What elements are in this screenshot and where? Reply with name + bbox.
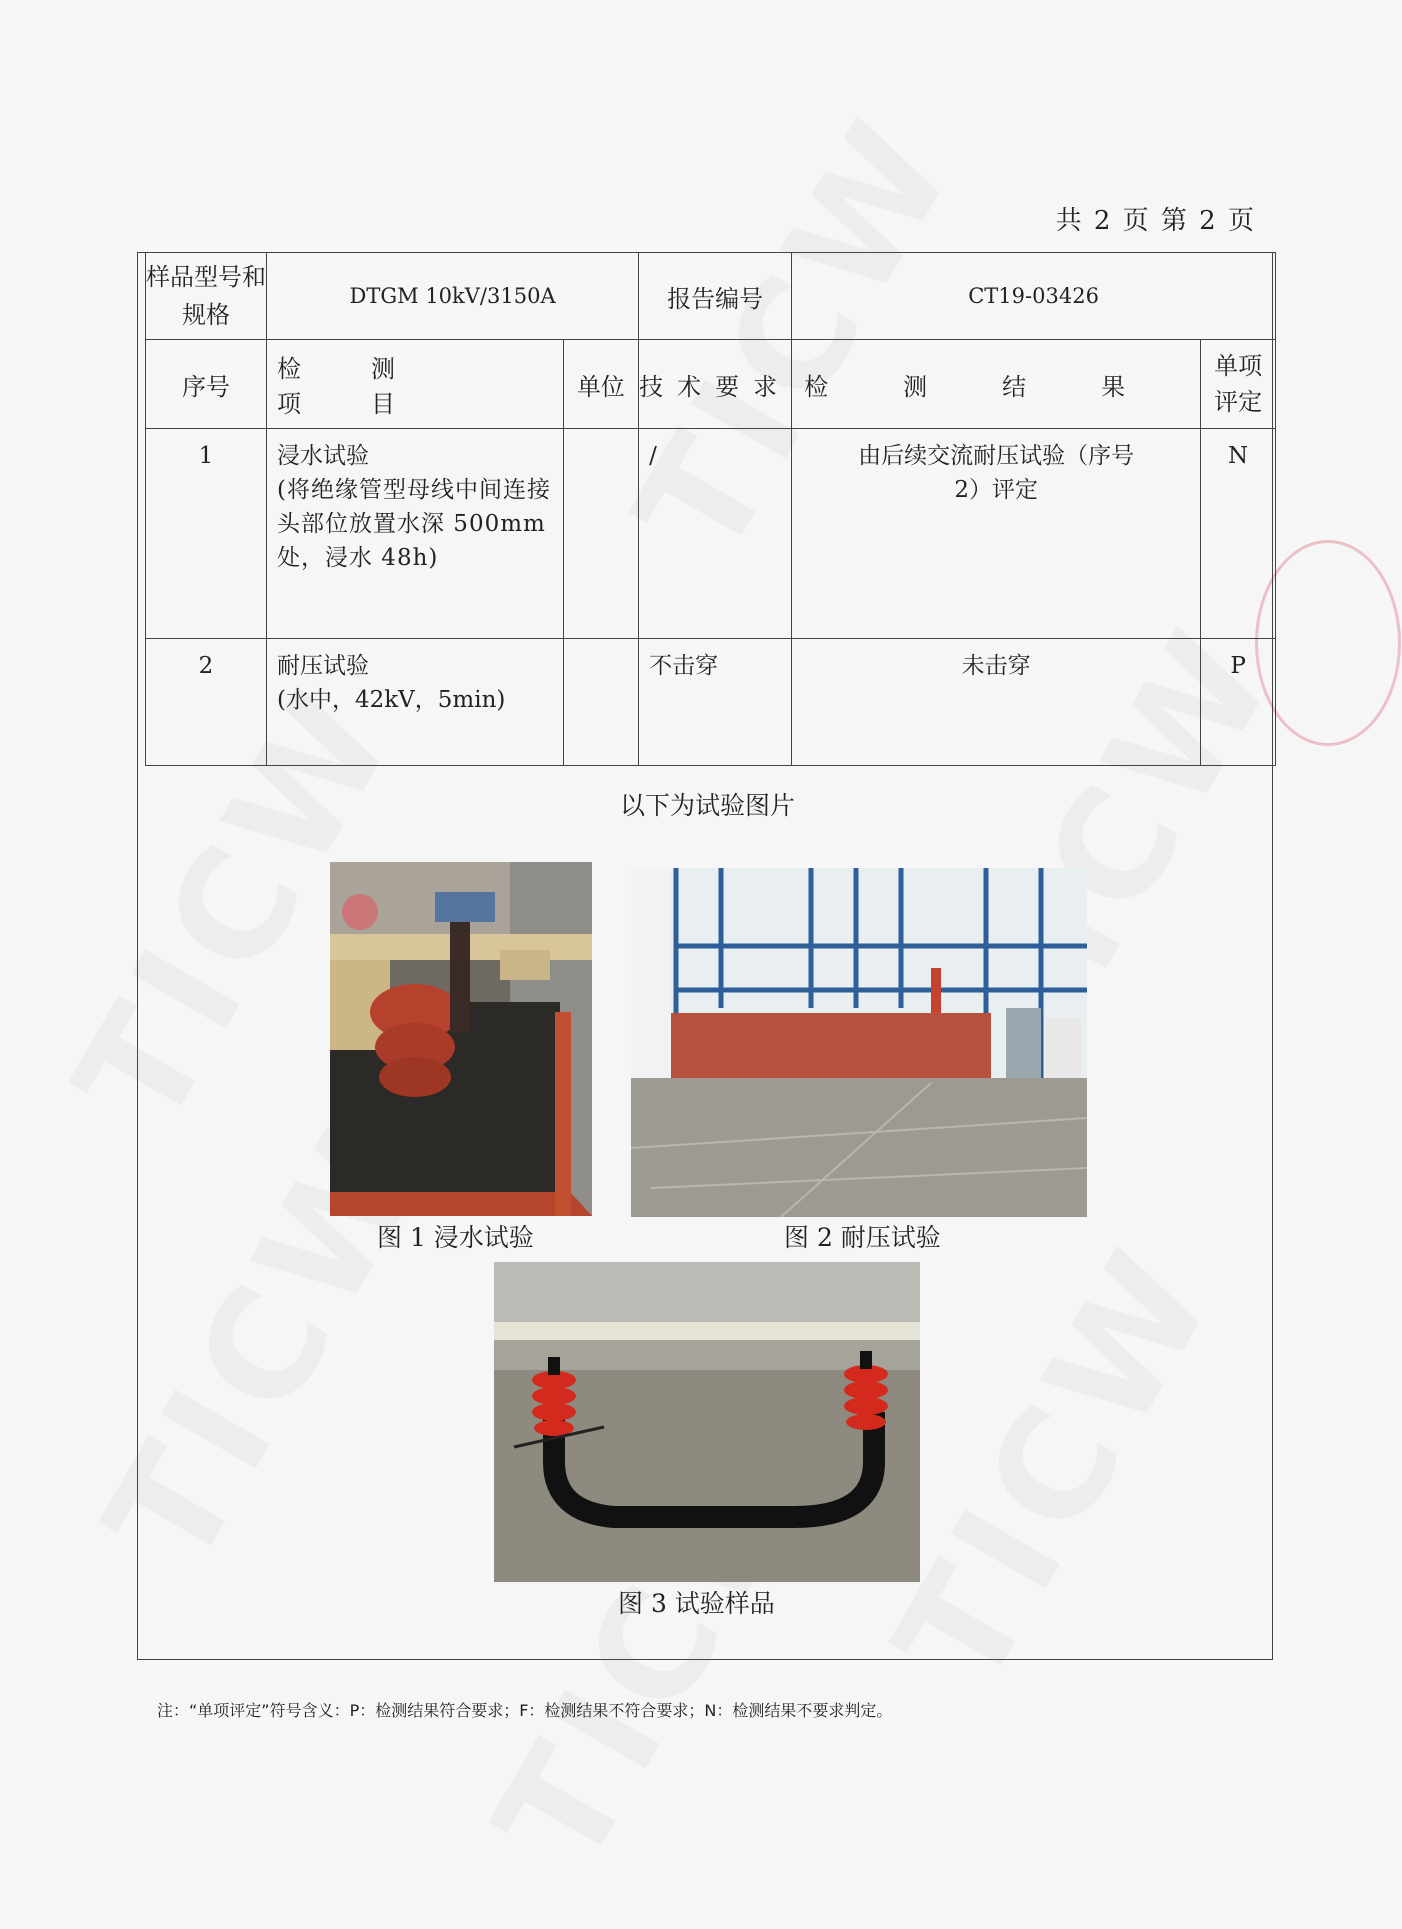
row-verdict: P (1201, 639, 1276, 766)
row-result: 未击穿 (792, 639, 1201, 766)
photos-intro: 以下为试验图片 (620, 791, 796, 820)
report-no-label-cell (639, 253, 792, 340)
figure-3-photo (494, 1262, 920, 1582)
row-item-detail: (将绝缘管型母线中间连接头部位放置水深 500mm 处，浸水 48h) (277, 477, 551, 571)
row-requirement: / (639, 429, 792, 639)
row-unit (563, 429, 639, 639)
row-item-name: 浸水试验 (277, 443, 369, 469)
report-no-value: CT19-03426 (792, 253, 1276, 340)
row-item (267, 639, 564, 766)
col-item (267, 340, 564, 429)
row-seq: 1 (146, 429, 267, 639)
col-verdict (1201, 340, 1276, 429)
col-result-label: 检测结果 (804, 372, 1201, 401)
seal-stamp (1255, 540, 1401, 746)
col-item-label: 检测项目 (277, 355, 465, 418)
figure-2-photo (631, 868, 1087, 1217)
model-value: DTGM 10kV/3150A (267, 253, 639, 340)
report-no-label: 报告编号 (667, 284, 764, 313)
footnote: 注：“单项评定”符号含义：P：检测结果符合要求；F：检测结果不符合要求；N：检测结果不要求判定。 (157, 1701, 893, 1720)
col-verdict-label: 单项评定 (1214, 352, 1263, 416)
model-label-cell (146, 253, 267, 340)
row-item-name: 耐压试验 (277, 653, 369, 679)
figure-1-photo (330, 862, 592, 1216)
col-result (792, 340, 1201, 429)
col-requirement: 技术要求 (639, 340, 792, 429)
page-count: 共 2 页 第 2 页 (1055, 206, 1256, 236)
report-table (145, 252, 1276, 766)
figure-2-caption: 图 2 耐压试验 (784, 1223, 941, 1252)
table-row (146, 639, 1276, 766)
row-result: 由后续交流耐压试验（序号2）评定 (792, 429, 1201, 639)
table-row (146, 429, 1276, 639)
header-row (146, 253, 1276, 340)
figure-1-caption: 图 1 浸水试验 (377, 1223, 534, 1252)
row-item (267, 429, 564, 639)
row-unit (563, 639, 639, 766)
column-header-row (146, 340, 1276, 429)
model-label: 样品型号和规格 (146, 263, 266, 329)
row-requirement: 不击穿 (639, 639, 792, 766)
row-seq: 2 (146, 639, 267, 766)
row-verdict: N (1201, 429, 1276, 639)
figure-3-caption: 图 3 试验样品 (618, 1589, 775, 1618)
col-seq: 序号 (146, 340, 267, 429)
col-unit: 单位 (563, 340, 639, 429)
row-item-detail: (水中，42kV，5min) (277, 687, 506, 713)
